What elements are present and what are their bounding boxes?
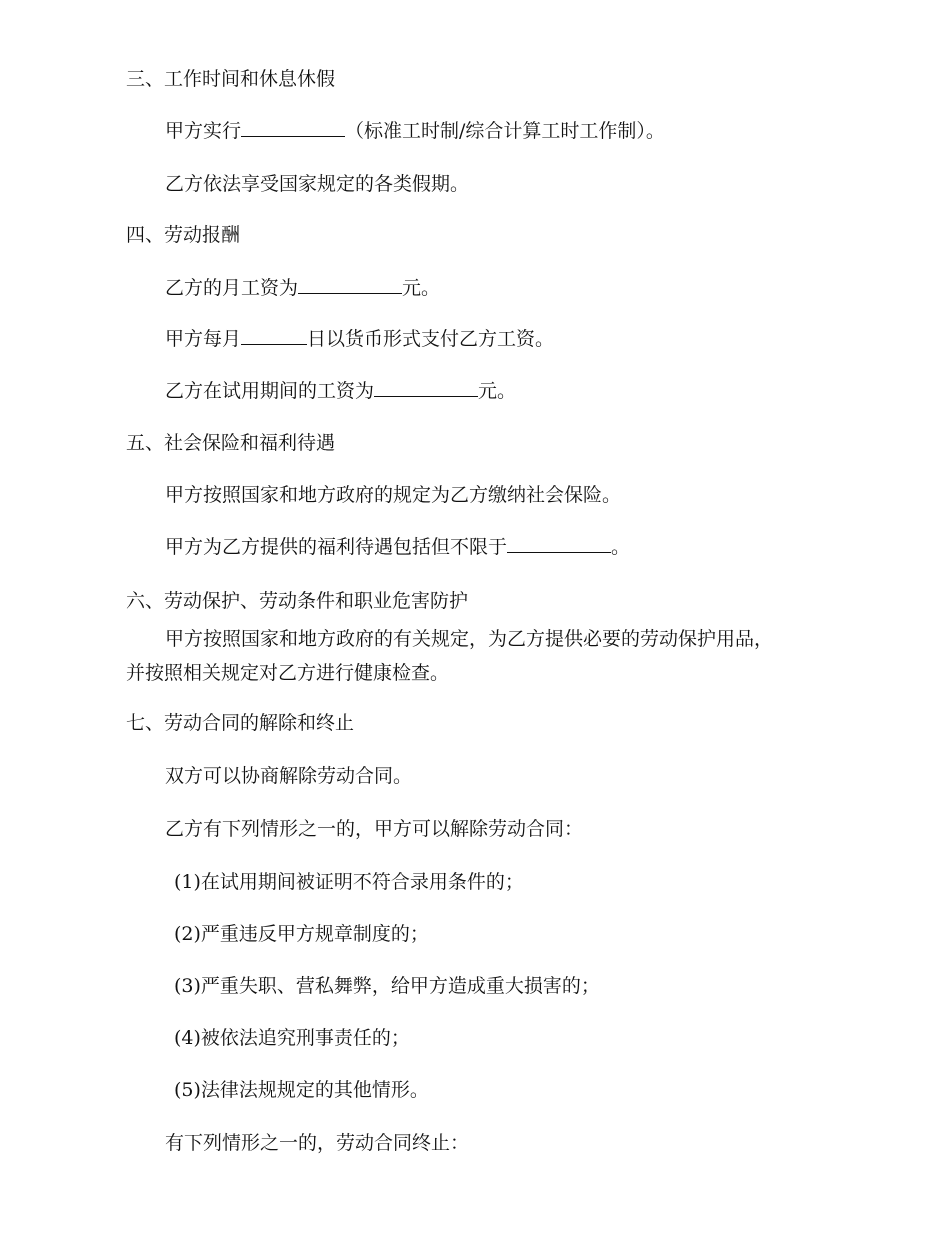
text-fragment: 元。: [402, 277, 441, 299]
text-fragment: 甲方每月: [165, 328, 242, 350]
list-item: (5)法律法规规定的其他情形。: [174, 1079, 429, 1101]
list-item: (4)被依法追究刑事责任的；: [174, 1027, 410, 1049]
list-item: (1)在试用期间被证明不符合录用条件的；: [174, 871, 524, 893]
list-item: (3)严重失职、营私舞弊，给甲方造成重大损害的；: [174, 975, 600, 997]
paragraph-holidays: 乙方依法享受国家规定的各类假期。: [165, 173, 470, 195]
text-fragment: 。: [611, 536, 631, 558]
text-fragment: 日以货币形式支付乙方工资。: [307, 328, 555, 350]
section-heading-5: 五、社会保险和福利待遇: [126, 432, 336, 454]
fill-in-blank[interactable]: [507, 534, 611, 553]
paragraph-contract-end: 有下列情形之一的，劳动合同终止：: [165, 1132, 470, 1154]
text-fragment: （标准工时制/综合计算工时工作制）。: [345, 120, 665, 142]
fill-in-blank[interactable]: [374, 378, 478, 397]
paragraph-social-insurance: 甲方按照国家和地方政府的规定为乙方缴纳社会保险。: [165, 484, 622, 506]
paragraph-work-hours: [165, 118, 665, 144]
paragraph-employer-termination: 乙方有下列情形之一的，甲方可以解除劳动合同：: [165, 818, 584, 840]
text-fragment: 甲方为乙方提供的福利待遇包括但不限于: [165, 536, 508, 558]
text-fragment: 乙方在试用期间的工资为: [165, 380, 375, 402]
text-fragment: 乙方的月工资为: [165, 277, 299, 299]
paragraph-monthly-salary: [165, 275, 440, 301]
paragraph-probation-salary: [165, 378, 516, 404]
paragraph-mutual-termination: 双方可以协商解除劳动合同。: [165, 765, 413, 787]
fill-in-blank[interactable]: [298, 275, 402, 294]
section-heading-6: 六、劳动保护、劳动条件和职业危害防护: [126, 590, 469, 612]
text-fragment: 元。: [478, 380, 517, 402]
list-item: (2)严重违反甲方规章制度的；: [174, 923, 429, 945]
paragraph-payday: [165, 326, 554, 352]
fill-in-blank[interactable]: [241, 118, 345, 137]
section-heading-4: 四、劳动报酬: [126, 224, 241, 246]
text-fragment: 甲方实行: [165, 120, 242, 142]
paragraph-labor-protection-line1: 甲方按照国家和地方政府的有关规定，为乙方提供必要的劳动保护用品，: [165, 628, 774, 650]
section-heading-3: 三、工作时间和休息休假: [126, 68, 336, 90]
fill-in-blank[interactable]: [241, 326, 307, 345]
paragraph-benefits: [165, 534, 630, 560]
paragraph-labor-protection-line2: 并按照相关规定对乙方进行健康检查。: [126, 662, 450, 684]
section-heading-7: 七、劳动合同的解除和终止: [126, 712, 355, 734]
